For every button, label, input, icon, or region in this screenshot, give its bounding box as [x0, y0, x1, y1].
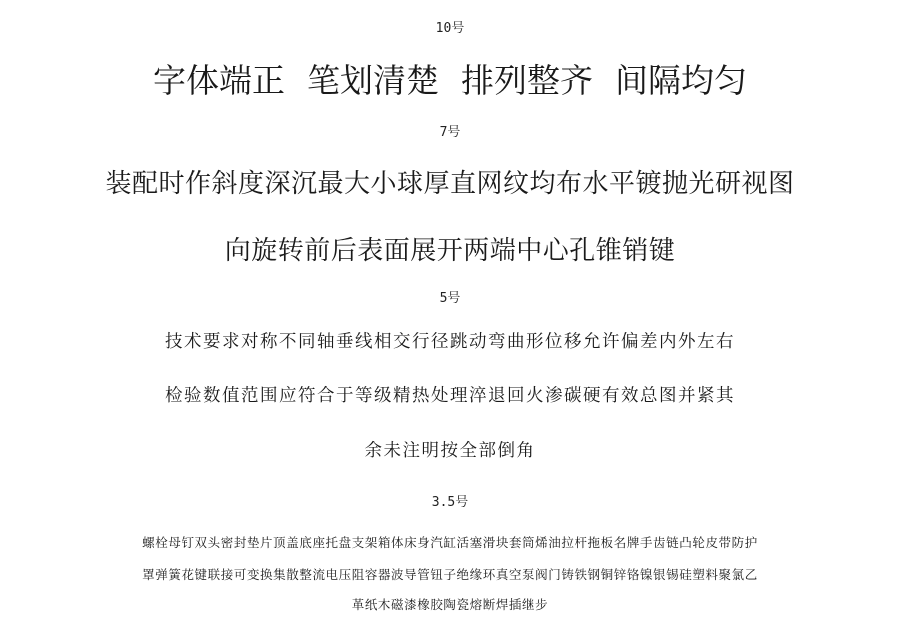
sample-line-5-1: 技术要求对称不同轴垂线相交行径跳动弯曲形位移允许偏差内外左右 — [165, 332, 735, 352]
phrase-4: 间隔均匀 — [615, 61, 747, 100]
sample-line-35-2: 罩弹簧花键联接可变换集散整流电压阻容器波导管钮子绝缘环真空泵阀门铸铁钢铜锌铬镍银锡硅塑料聚氯乙 — [142, 567, 758, 582]
phrase-2: 笔划清楚 — [307, 61, 439, 100]
size-label-5: 5号 — [439, 291, 461, 306]
size-label-10: 10号 — [435, 21, 465, 36]
sample-line-10 — [0, 61, 900, 100]
sample-line-35-3: 革纸木磁漆橡胶陶瓷熔断焊插继步 — [351, 597, 549, 612]
sample-line-5-2: 检验数值范围应符合于等级精热处理淬退回火渗碳硬有效总图并紧其 — [165, 386, 735, 406]
phrase-3: 排列整齐 — [461, 61, 593, 100]
sample-line-7-1: 装配时作斜度深沉最大小球厚直网纹均布水平镀抛光研视图 — [105, 169, 795, 199]
sample-line-35-1: 螺栓母钉双头密封垫片顶盖底座托盘支架箱体床身汽缸活塞滑块套筒烯油拉杆拖板名牌手齿链凸轮皮带防护 — [142, 535, 758, 550]
sample-line-5-3: 余未注明按全部倒角 — [364, 441, 536, 461]
size-label-3-5: 3.5号 — [431, 495, 469, 510]
size-label-7: 7号 — [439, 125, 461, 140]
phrase-1: 字体端正 — [153, 61, 285, 100]
sample-line-7-2: 向旋转前后表面展开两端中心孔锥销键 — [224, 236, 676, 266]
